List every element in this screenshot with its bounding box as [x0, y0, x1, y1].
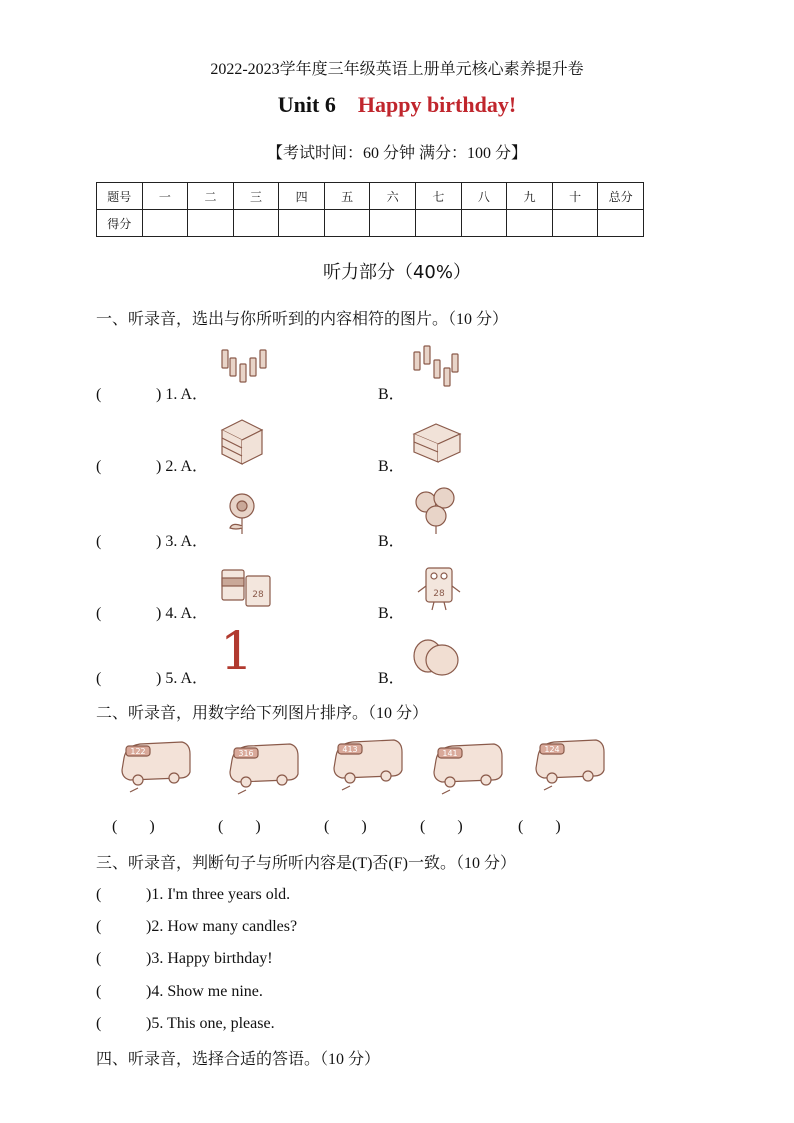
answer-paren[interactable]: ( [96, 458, 102, 475]
flower-icon[interactable] [222, 490, 262, 536]
answer-paren[interactable]: ( [96, 670, 102, 687]
bus-number: 141 [442, 749, 458, 758]
score-entry-cell[interactable] [507, 210, 553, 237]
bus-answer-paren-4[interactable]: ( ) [420, 818, 463, 835]
q1-item-1 [96, 381, 208, 404]
bus-icon[interactable] [224, 740, 302, 800]
score-entry-cell[interactable] [188, 210, 234, 237]
listening-section-heading: 听力部分（40%） [322, 262, 471, 283]
bus-answer-paren-2[interactable]: ( ) [218, 818, 261, 835]
answer-paren[interactable]: ( [96, 1015, 102, 1032]
box-character-icon[interactable] [414, 560, 464, 614]
option-b-label: B． [378, 458, 405, 475]
number-one-picture[interactable]: 1 [220, 622, 254, 682]
score-entry-cell[interactable] [324, 210, 370, 237]
item-label: ) 5. A． [156, 670, 209, 687]
eggs-icon[interactable] [410, 636, 462, 678]
bus-icon[interactable] [328, 736, 406, 796]
score-cell: 二 [188, 183, 234, 210]
bus-number: 316 [238, 749, 254, 758]
sentence: )4. Show me nine. [146, 983, 263, 1000]
answer-paren[interactable]: ( [96, 918, 102, 935]
score-table-header-row [97, 183, 644, 210]
answer-paren[interactable]: ( [96, 886, 102, 903]
bus-answer-paren-5[interactable]: ( ) [518, 818, 561, 835]
score-cell: 九 [507, 183, 553, 210]
score-cell: 题号 [97, 183, 143, 210]
bus-answer-paren-3[interactable]: ( ) [324, 818, 367, 835]
bus-number: 413 [342, 745, 358, 754]
score-cell: 三 [233, 183, 279, 210]
q3-item-3 [96, 950, 273, 968]
bus-icon[interactable] [116, 738, 194, 798]
answer-paren[interactable]: ( [96, 386, 102, 403]
q3-item-4 [96, 983, 263, 1001]
score-entry-cell[interactable] [416, 210, 462, 237]
q1-item-2 [96, 453, 208, 476]
option-b-label: B． [378, 670, 405, 687]
q1-title: 一、听录音，选出与你所听到的内容相符的图片。（10 分） [96, 311, 509, 328]
box-number-a: 28 [252, 590, 264, 600]
boxes-icon[interactable] [218, 564, 274, 610]
q1-item-5 [96, 665, 208, 688]
q3-item-1 [96, 886, 290, 904]
answer-paren[interactable]: ( [96, 950, 102, 967]
score-cell: 四 [279, 183, 325, 210]
score-table [96, 182, 644, 237]
q3-title: 三、听录音，判断句子与所听内容是(T)否(F)一致。（10 分） [96, 855, 516, 872]
bus-icon[interactable] [530, 736, 608, 796]
unit-heading [0, 92, 794, 118]
score-entry-cell[interactable] [370, 210, 416, 237]
score-cell: 一 [142, 183, 188, 210]
bus-icon[interactable] [428, 740, 506, 800]
books-icon[interactable] [410, 418, 464, 466]
score-cell: 五 [324, 183, 370, 210]
sentence: )2. How many candles? [146, 918, 298, 935]
item-label: ) 1. A． [156, 386, 209, 403]
score-entry-cell[interactable] [461, 210, 507, 237]
exam-info: 【考试时间：60 分钟 满分：100 分】 [266, 145, 527, 162]
score-entry-cell[interactable] [598, 210, 644, 237]
unit-title: Happy birthday! [357, 92, 517, 117]
item-label: ) 4. A． [156, 605, 209, 622]
sentence: )1. I'm three years old. [146, 886, 291, 903]
score-cell: 八 [461, 183, 507, 210]
option-b-label: B． [378, 605, 405, 622]
books-icon[interactable] [218, 416, 266, 468]
bus-number: 124 [544, 745, 560, 754]
sentence: )5. This one, please. [146, 1015, 275, 1032]
candles-icon[interactable] [218, 344, 274, 392]
score-cell: 七 [416, 183, 462, 210]
bus-answer-paren-1[interactable]: ( ) [112, 818, 155, 835]
score-table-score-row [97, 210, 644, 237]
q2-title: 二、听录音，用数字给下列图片排序。（10 分） [96, 705, 429, 722]
score-cell: 总分 [598, 183, 644, 210]
q3-item-2 [96, 918, 297, 936]
box-number-b: 28 [433, 589, 445, 599]
score-entry-cell[interactable] [233, 210, 279, 237]
answer-paren[interactable]: ( [96, 983, 102, 1000]
q4-title: 四、听录音，选择合适的答语。（10 分） [96, 1051, 381, 1068]
answer-paren[interactable]: ( [96, 605, 102, 622]
item-label: ) 3. A． [156, 533, 209, 550]
unit-number: Unit 6 [277, 92, 336, 117]
score-cell: 十 [552, 183, 598, 210]
exam-title: 2022-2023学年度三年级英语上册单元核心素养提升卷 [210, 61, 584, 78]
answer-paren[interactable]: ( [96, 533, 102, 550]
option-b-label: B． [378, 533, 405, 550]
item-label: ) 2. A． [156, 458, 209, 475]
q1-item-4 [96, 600, 208, 623]
flower-icon[interactable] [410, 486, 462, 536]
sentence: )3. Happy birthday! [146, 950, 273, 967]
option-b-label: B． [378, 386, 405, 403]
score-cell: 六 [370, 183, 416, 210]
q1-item-3 [96, 528, 208, 551]
score-entry-cell[interactable] [552, 210, 598, 237]
candles-icon[interactable] [410, 342, 462, 392]
score-entry-cell[interactable] [142, 210, 188, 237]
score-label-cell: 得分 [97, 210, 143, 237]
score-entry-cell[interactable] [279, 210, 325, 237]
q3-item-5 [96, 1015, 275, 1033]
bus-number: 122 [130, 747, 146, 756]
